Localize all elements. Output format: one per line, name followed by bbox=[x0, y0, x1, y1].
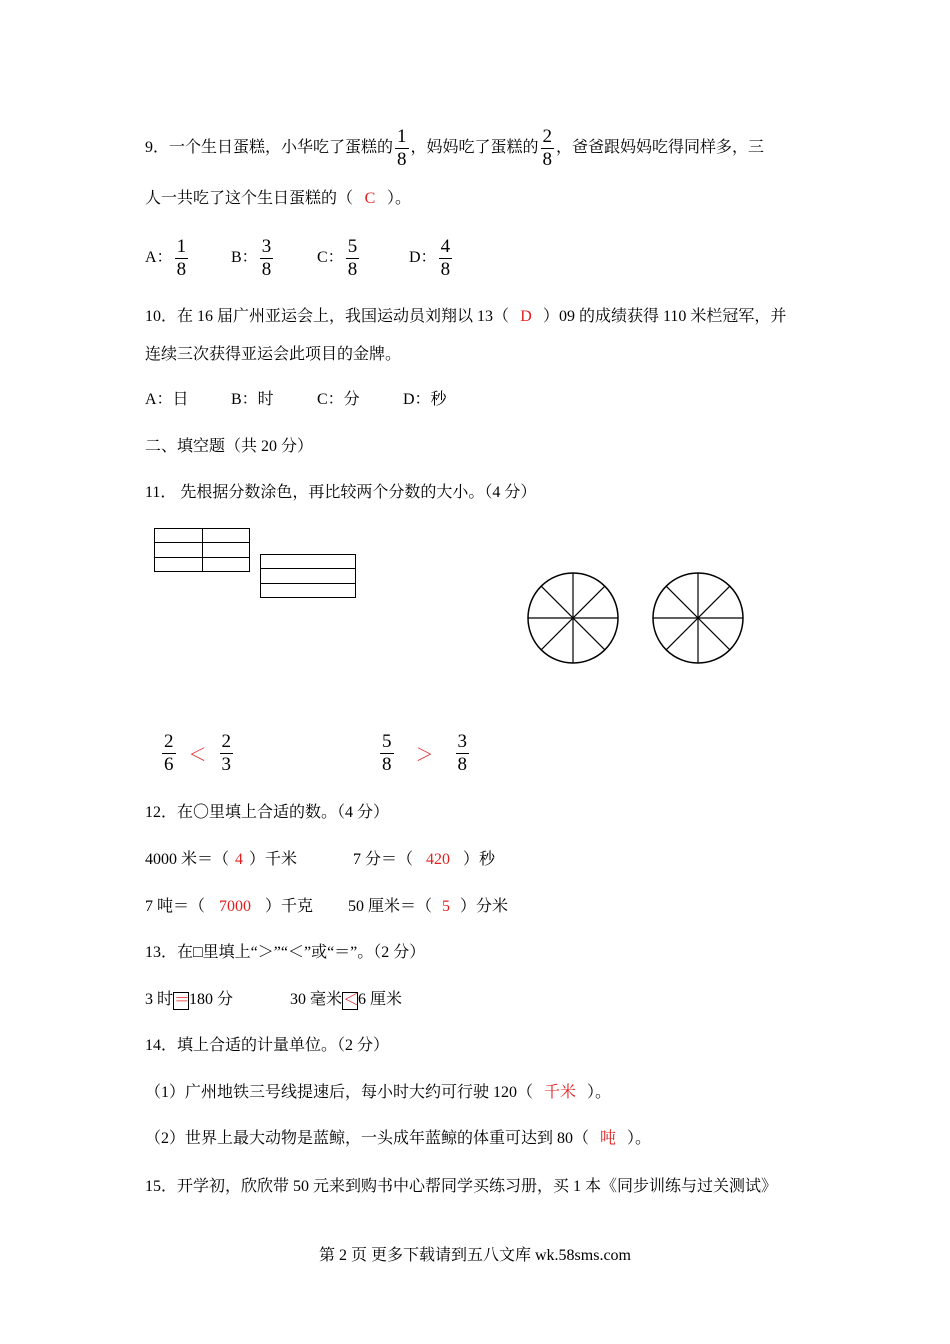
q10-option-a: A：日 bbox=[145, 391, 189, 409]
q9-option-c: C： $\frac{5}{8}$ bbox=[317, 236, 358, 280]
q15-text: 15．开学初，欣欣带 50 元来到购书中心帮同学买练习册，买 1 本《同步训练与过关测试》 bbox=[145, 1178, 778, 1195]
q9-options bbox=[145, 236, 454, 281]
q13-row: 3 时＝180 分 30 毫米＜6 厘米 bbox=[145, 991, 403, 1009]
q13-answer-box-1: ＝ bbox=[174, 991, 191, 1009]
q10-option-d: D：秒 bbox=[403, 391, 447, 409]
rectangle-grid-sixths bbox=[154, 528, 250, 572]
q12-row-2: 7 吨＝（ 7000 ）千克 50 厘米＝（ 5 ）分米 bbox=[145, 896, 508, 918]
q12-text: 12．在〇里填上合适的数。（4 分） bbox=[145, 804, 390, 821]
q12-answer-4: 5 bbox=[442, 898, 451, 916]
q14-item-1: （1）广州地铁三号线提速后，每小时大约可行驶 120（ 千米 ）。 bbox=[145, 1082, 611, 1104]
q9-option-b: B： $\frac{3}{8}$ bbox=[231, 236, 272, 280]
q9-text-a: 一个生日蛋糕，小华吃了蛋糕的 bbox=[169, 139, 394, 157]
circle-eighths-right bbox=[651, 571, 745, 665]
q10-line1: 10．在 16 届广州亚运会上，我国运动员刘翔以 13（ D ）09 的成绩获得 110 米栏冠军，并 bbox=[145, 306, 786, 328]
q13-text: 13．在□里填上“＞”“＜”或“＝”。（2 分） bbox=[145, 944, 426, 961]
q9-fraction-2: $\frac{2}{8}$ bbox=[542, 126, 553, 170]
circle-eighths-left bbox=[526, 571, 620, 665]
q9-option-d: D： $\frac{4}{8}$ bbox=[409, 236, 451, 280]
q12-row-1: 4000 米＝（ 4 ）千米 7 分＝（ 420 ）秒 bbox=[145, 849, 495, 871]
q12-answer-1: 4 bbox=[235, 851, 244, 869]
q10-option-b: B：时 bbox=[231, 391, 274, 409]
q9-option-a: A： $\frac{1}{8}$ bbox=[145, 236, 187, 280]
q12-answer-3: 7000 bbox=[219, 898, 252, 916]
section-title: 二、填空题（共 20 分） bbox=[145, 438, 314, 455]
q10-line2: 连续三次获得亚运会此项目的金牌。 bbox=[145, 346, 402, 363]
q9-text-c: ，爸爸跟妈妈吃得同样多，三 bbox=[556, 139, 765, 157]
q10-options bbox=[145, 389, 447, 411]
page-footer: 第 2 页 更多下载请到五八文库 wk.58sms.com bbox=[318, 1247, 631, 1264]
q9-fraction-1: $\frac{1}{8}$ bbox=[397, 126, 407, 170]
q11-compare-2: $\frac{5}{8}$ ＞ $\frac{3}{8}$ bbox=[382, 731, 467, 775]
rectangle-grid-thirds bbox=[260, 554, 356, 598]
q13-answer-box-2: ＜ bbox=[343, 991, 360, 1009]
q11-compare-1-sign: ＜ bbox=[188, 744, 207, 765]
q10-answer: D bbox=[520, 308, 532, 325]
q9-number: 9． bbox=[145, 139, 170, 157]
q14-answer-2: 吨 bbox=[600, 1130, 617, 1147]
q10-option-c: C：分 bbox=[317, 391, 360, 409]
q14-item-2: （2）世界上最大动物是蓝鲸，一头成年蓝鲸的体重可达到 80（ 吨 ）。 bbox=[145, 1128, 651, 1150]
q11-text: 11． 先根据分数涂色，再比较两个分数的大小。（4 分） bbox=[145, 484, 537, 501]
q11-compare-2-sign: ＞ bbox=[415, 744, 434, 765]
q14-answer-1: 千米 bbox=[544, 1084, 577, 1101]
q12-answer-2: 420 bbox=[426, 851, 451, 869]
q9-line2: 人一共吃了这个生日蛋糕的（ C ）。 bbox=[145, 188, 411, 210]
q9-text-b: ，妈妈吃了蛋糕的 bbox=[410, 139, 539, 157]
q9-line1 bbox=[145, 126, 764, 171]
q9-answer: C bbox=[364, 190, 376, 207]
q14-text: 14．填上合适的计量单位。（2 分） bbox=[145, 1037, 390, 1054]
q11-compare-1: $\frac{2}{6}$ ＜ $\frac{2}{3}$ bbox=[164, 731, 231, 775]
